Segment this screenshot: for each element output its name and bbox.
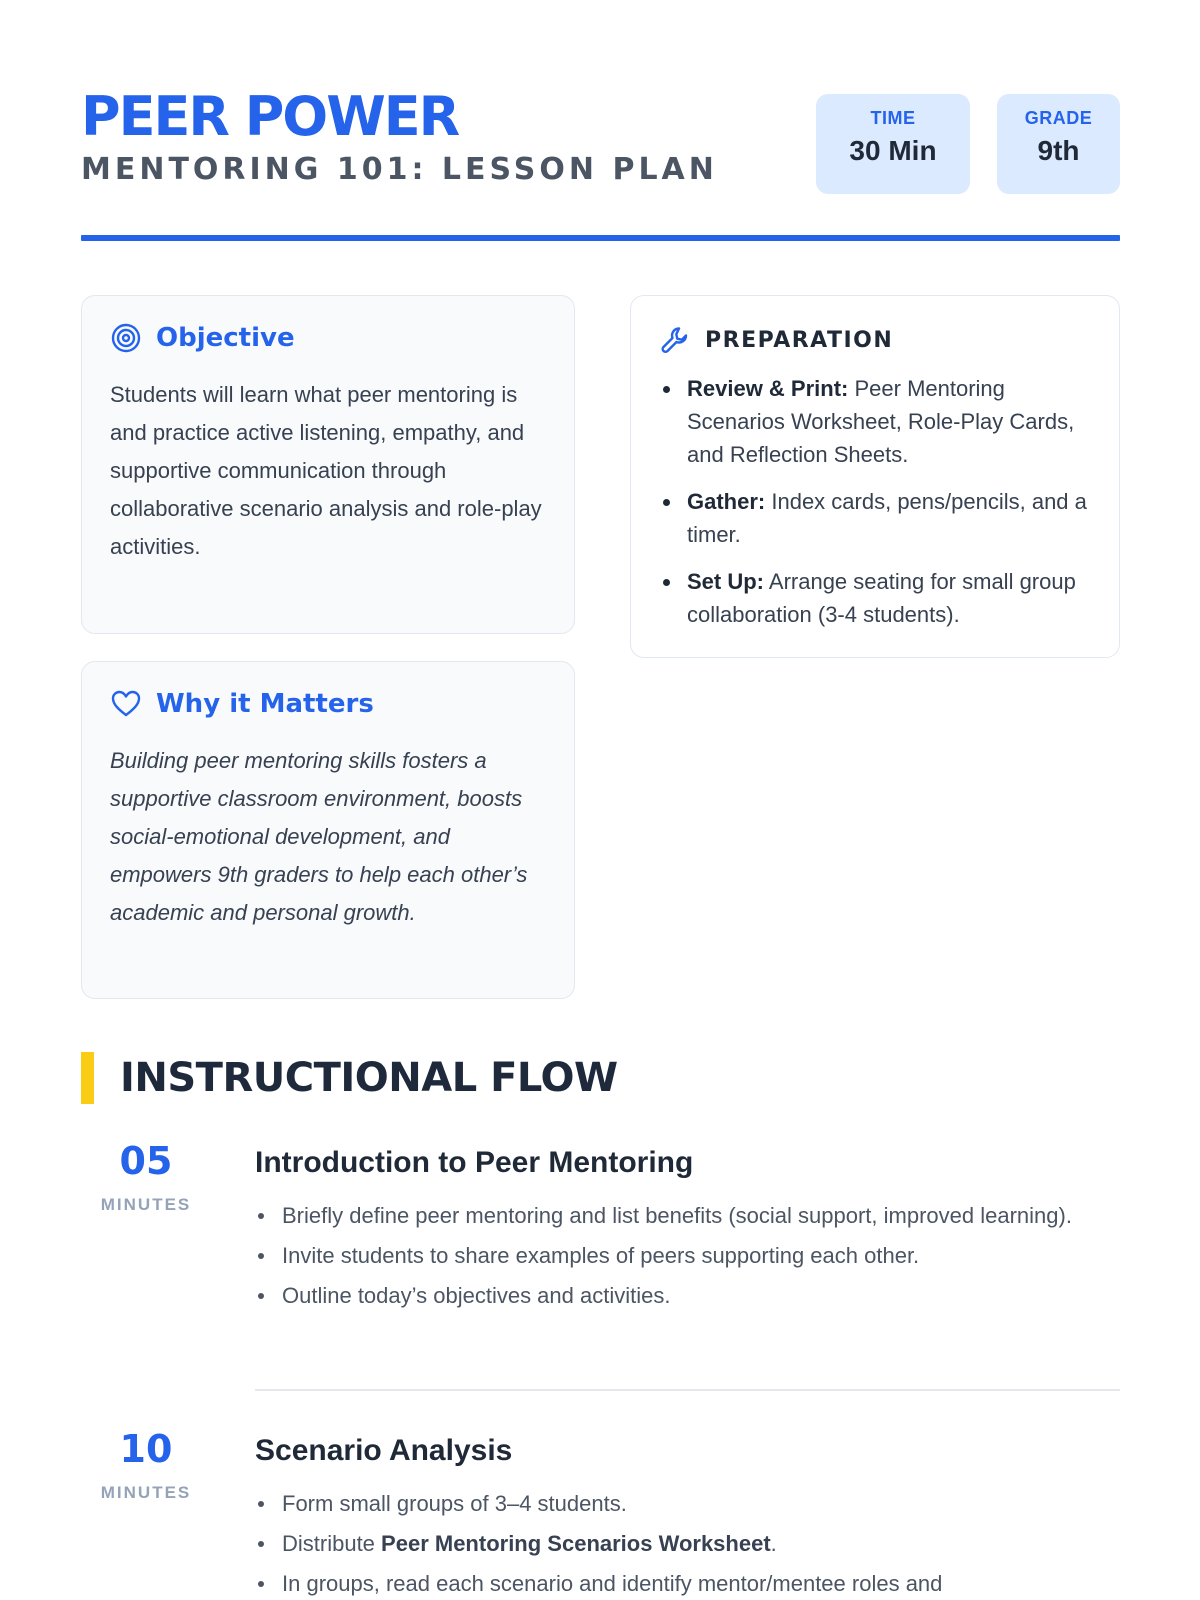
- time-badge: [816, 94, 970, 194]
- step-title: Introduction to Peer Mentoring: [255, 1146, 694, 1179]
- prep-item-label: Set Up:: [687, 569, 764, 594]
- wrench-icon: [659, 324, 691, 356]
- time-badge-value: 30 Min: [849, 135, 937, 166]
- list-item-text: Distribute: [282, 1531, 382, 1556]
- why-text: Building peer mentoring skills fosters a supportive classroom environment, boosts social-emotional development, and empowers 9th graders to help each other’s academic and personal growth.: [110, 748, 528, 925]
- time-badge-label: TIME: [870, 108, 916, 128]
- objective-header: [110, 322, 295, 354]
- prep-item-text: Index cards, pens/pencils, and a timer.: [687, 489, 1087, 547]
- list-item: [659, 372, 1095, 471]
- preparation-title: PREPARATION: [705, 327, 894, 353]
- objective-card: [81, 295, 575, 634]
- list-item: [659, 485, 1095, 551]
- preparation-card: [630, 295, 1120, 658]
- step-minutes: 10: [119, 1427, 173, 1471]
- objective-title: Objective: [156, 323, 295, 353]
- prep-item-label: Gather:: [687, 489, 766, 514]
- worksheet-name: Peer Mentoring Scenarios Worksheet: [381, 1531, 771, 1556]
- preparation-list: [659, 372, 1095, 645]
- prep-item-text: Peer Mentoring Scenarios Worksheet, Role-Play Cards, and Reflection Sheets.: [687, 376, 1075, 467]
- step-minutes: 05: [119, 1139, 173, 1183]
- preparation-header: [659, 324, 893, 356]
- heart-icon: [110, 688, 142, 720]
- step-minutes-unit: MINUTES: [100, 1195, 192, 1214]
- prep-item-text: Arrange seating for small group collaboration (3-4 students).: [687, 569, 1076, 627]
- flow-step: [81, 1139, 1120, 1369]
- list-item: Form small groups of 3–4 students.: [255, 1487, 1120, 1520]
- objective-text: Students will learn what peer mentoring is and practice active listening, empathy, and supportive communication through collaborative scenario analysis and role-play activities.: [110, 382, 542, 559]
- why-title: Why it Matters: [156, 689, 374, 719]
- step-title: Scenario Analysis: [255, 1434, 513, 1467]
- grade-badge-value: 9th: [1037, 135, 1080, 166]
- list-item: [659, 565, 1095, 631]
- list-item: In groups, read each scenario and identify mentor/mentee roles and: [255, 1567, 1120, 1600]
- section-title: INSTRUCTIONAL FLOW: [120, 1055, 618, 1101]
- page-title: PEER POWER: [81, 85, 459, 148]
- list-item: Briefly define peer mentoring and list benefits (social support, improved learning).: [255, 1199, 1120, 1232]
- why-header: [110, 688, 374, 720]
- section-accent-bar: [81, 1052, 94, 1104]
- prep-item-label: Review & Print:: [687, 376, 849, 401]
- header-divider: [81, 235, 1120, 241]
- list-item: Outline today’s objectives and activities.: [255, 1279, 1120, 1312]
- grade-badge-label: GRADE: [1024, 108, 1093, 128]
- page-subtitle: MENTORING 101: LESSON PLAN: [81, 152, 718, 187]
- list-item: [255, 1527, 1120, 1560]
- list-item: Invite students to share examples of peers supporting each other.: [255, 1239, 1120, 1272]
- grade-badge: [997, 94, 1120, 194]
- why-it-matters-card: [81, 661, 575, 999]
- step-list: [255, 1199, 1120, 1319]
- step-minutes-unit: MINUTES: [100, 1483, 192, 1502]
- step-divider: [255, 1389, 1120, 1391]
- step-list: [255, 1487, 1120, 1600]
- target-icon: [110, 322, 142, 354]
- lesson-header: [81, 85, 1120, 198]
- list-item-text: .: [770, 1531, 777, 1556]
- flow-step: [81, 1427, 1120, 1600]
